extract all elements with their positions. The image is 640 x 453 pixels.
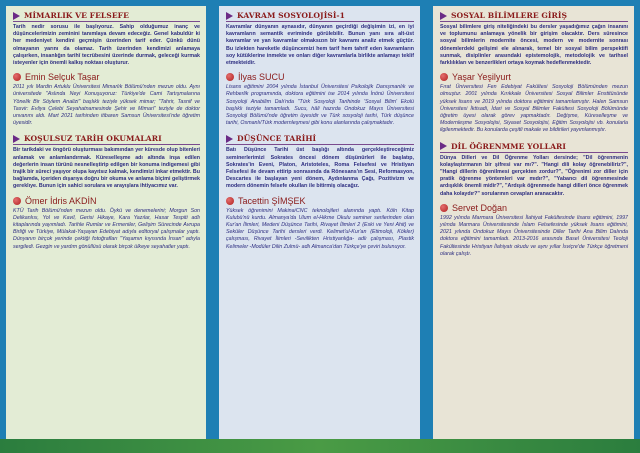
- section-title: KOŞULSUZ TARİH OKUMALARI: [24, 134, 162, 144]
- course-description: Tarih nedir sorusu ile başlıyoruz. Sahip olduğumuz inanç ve düşüncelerimizin zeminini tanımlaya devam edeceğiz. Genel kabuldür ki her medeniyet kendini geçmişin üzerinden tarif eder. Çünkü dünü olmayanın yarını da olamaz. Tarih üzerinden kendimizi anlamaya çalışırken, insanlığın tarihî tecrübesini üzerinde durmak, geleceği kurmak isteyenler için önemli kalkış noktası oluşturur.: [13, 24, 200, 67]
- course-description: Sosyal bilimlere giriş niteliğindeki bu dersler yaşadığımız çağın insanını ve toplumunu anlamaya yönelik bir girişim olacaktır. Ders süresince sosyal bilimlerin modernite öncesi, modern ve modernite sonrası dönemlerdeki gelişimi ele alınarak, temel bir sosyal bilim perspektifi sunmak, disiplinler arasındaki epistemolojik, metodolojik ve tarihsel farklılıkları ve benzerlikleri ortaya koymak hedeflenmektedir.: [440, 24, 628, 67]
- column-1: [6, 6, 206, 439]
- red-dot-icon: [226, 197, 234, 205]
- red-dot-icon: [226, 73, 234, 81]
- author-name: İlyas SUCU: [238, 72, 285, 83]
- section-title: DÜŞÜNCE TARİHİ: [237, 134, 317, 144]
- section-divider: [226, 21, 414, 22]
- course-description: Kavramlar dünyanın aynasıdır, dünyanın geçirdiği değişimin izi, en iyi kavramların semantik evriminde görülebilir. Bunun yanı sıra alt-üst kavramlar ve yan kavramlar olmaksızın bir kavramı analiz etmek güçtür. Bu izlekten hareketle düşüncemizi hem tarif hem tahrif eden kavramların soy kütüklerine inmekte ve onları diğer kavramlarla birlikte anlamayı teklif etmekteidir.: [226, 24, 414, 67]
- author-heading: [226, 72, 414, 82]
- triangle-bullet-icon: [226, 135, 233, 143]
- triangle-bullet-icon: [440, 12, 447, 20]
- red-dot-icon: [13, 73, 21, 81]
- author-heading: [13, 196, 200, 206]
- author-name: Servet Doğan: [452, 202, 508, 213]
- course-description: Bir tarikdaki ve öngörü oluşturması bakımından yer küresde olup bitenleri anlamak ve anlamlandırmak. Küreselleşme adı altında inşa edilen değerlerin insan türünü nesnelleştirip edilgen bir konuma indigemesi gibi trajik bir süreci yaşıyor olupa kayıtsız kalmak, kendimizi inkar etmektir. Bu bağlamda, içeriden dışarıya doğru bir okuma ve anlama biçimi geliştirmek gereklıye. Bunun için sahici sorulara ve arayışlara ihtiyacımız var.: [13, 147, 200, 190]
- triangle-bullet-icon: [440, 142, 447, 150]
- author-name: Yaşar Yeşilyurt: [452, 72, 511, 83]
- red-dot-icon: [13, 197, 21, 205]
- author-name: Ömer İdris AKDİN: [25, 195, 97, 206]
- course-description: Batı Düşünce Tarihi üst başlığı altında gerçekleştireceğimiz seminerlerimizi Sokrates öncesi dönem düşünürleri ile başlatıp, Sokrates'in Eveni, Platon, Aristoteles, Roma Felsefesi ve Hristiyan Felsefesi ile devam ettirip sonrasında da Rönesans'ın Sesi, Reformasyon, Descartes ile başlayan yeni dönem, Aydınlanma Çağı, Pozitivizm ve modern dönemin felsefe okulları ile bitirmiş olacağız.: [226, 147, 414, 190]
- section-title: DİL ÖĞRENMME YOLLARI: [451, 141, 566, 151]
- author-heading: [226, 196, 414, 206]
- author-bio: 1992 yılında Marmara Üniversitesi İlahiyat Fakültesinde lisans eğitimini, 1997 yılında Marmara Üniversitesinde İslam Felsefesinde yüksek lisans eğitimini, 2021 yılında Ondokuz Mayıs Üniversitesinde Diller Tarihi Ana Bilim Dalında doktora eğitimini tamamladı. 2013-2016 arasında Basel Üniversitesi Teoloji Fakültesinde Hristiyan İlahiyatı okudu ve aynı yıllar İsviçre'de Türkçe öğretmeni olarak çalıştı.: [440, 214, 628, 257]
- red-dot-icon: [440, 73, 448, 81]
- author-name: Emin Selçuk Taşar: [25, 72, 100, 83]
- red-dot-icon: [440, 204, 448, 212]
- author-heading: [13, 72, 200, 82]
- column-3: [433, 6, 634, 439]
- author-bio: Fırat Üniversitesi Fen Edebiyat Fakültesi Sosyoloji Bölümünden mezun olmuştur. 2001 yılında Kırıkkale Üniversitesi Sosyal Bilimler Enstitüsünde yüksek lisans ve 2019 yılında doktora eğitimini tamamlamıştır. Halen Samsun Üniversitesi İktisadi, İdari ve Sosyal Bilimler Fakültesi Sosyoloji Bölümünde öğretim üyesi olarak görev yapmaktadır. Değişme, Küreselleşme ve Modernleşme Sosyolojisi, Siyaset Sosyolojisi, Eğitim Sosyolojisi vb. konularla ilgilenmektedir. Bu konularda çeşitli makale ve bildirileri yayımlanmıştır.: [440, 84, 628, 134]
- section-title: SOSYAL BİLİMLERE GİRİŞ: [451, 11, 568, 20]
- section-divider: [440, 21, 628, 22]
- section-heading: [440, 142, 628, 151]
- author-bio: Lisans eğitimini 2004 yılında İstanbul Üniversitesi Psikolojik Danışmanlık ve Rehberlik programında, doktora eğitimini ise 2014 yılında İnönü Üniversitesi Sosyoloji Anabilim Dalı'nda "Türk Sosyoloji Tarihinde 'Sosyal Bilim' Ekolü başlıklı teziyle tamamladı. Sucu, hâli hazırda Ondokuz Mayıs Üniversitesi Sosyoloji Bölümü'nde öğretim üyesidir ve Türk sosyoloji tarihi, Türk düşünce tarihi, Osmanlı/Türk modernleşmesi gibi konu alanlarında çalışmaktadır.: [226, 84, 414, 127]
- section-divider: [226, 144, 414, 145]
- section-heading: [13, 11, 200, 20]
- section-title: KAVRAM SOSYOLOJİSİ-1: [237, 11, 345, 20]
- section-divider: [13, 144, 200, 145]
- author-heading: [440, 203, 628, 213]
- section-divider: [440, 152, 628, 153]
- triangle-bullet-icon: [13, 135, 20, 143]
- author-bio: Yüksek öğrenimini Makina/CNC teknolojileri alanında yaptı. Köln Kitap Kulubü'nü kurdu. Almanya'da Ulum el-Hikme Okulu seminer serilerinden olan Kur'an İlimleri, Medeni Düşünce Tarihi, Rivayet İlimleri 2 (Eski ve Yeni Ahit) ve Seküler Düşünce Tarihi dersleri verdi. Kelimet'ul-Kur'an (Etimoloji, Kökler) çalışması, Rivayet İlimleri -Sevilikten Hristiyanlığa- adlı çalışması, Plastik Kelimeler -Modüler Dilin Zulmü- adlı Almanca'dan Türkçe'ye çeviri bulunuyor.: [226, 207, 414, 250]
- author-bio: 2011 yılı Mardin Artuklu Üniversitesi Mimarlık Bölümü'nden mezun oldu. Aynı üniversitede "Aslında Neyi Konuşuyoruz: Türkiye'de Cami Tartışmalarına Yönelik Bir Söylem Analizi" başlıklı teziyle yüksek mimar; "Tahrir, Tasnif ve Tasvir: Evliya Çelebi Seyahatnamesinde Şehir ve Mimari" teziyle de doktor unvanını aldı. Mart 2021 tarihinden itibaren Samsun Üniversitesi'nde öğretim üyesidir.: [13, 84, 200, 127]
- section-heading: [226, 11, 414, 20]
- author-bio: KTÜ Tarih Bölümü'nden mezun oldu. Öykü ve denemelerini; Morgun Son Delikanlısı, Yol ve Kavil, Gerisi Hikaye, Kara Yazılar, Hasar Tespiti adlı kitaplarında yayımladı. Tarihle Rumlar ve Ermeniler, Gelişim Sürecinde Avrupa Birliği ve Türkiye, Mülakat-Yaşayan Edebiyat adıyla editoryal çalışmalar yaptı. Dünyanın birçok yerinde çektiği fotoğrafları "Yaşamın kıyısında İnsan" adıyla sergiledi. Gezgin ve yardım gönüllüsü olarak birçok ülkeye seyahatler yaptı.: [13, 207, 200, 250]
- course-description: Dünya Dilleri ve Dil Öğrenme Yolları dersinde; "Dil öğrenmenin kolaylaştırmanın bir şifresi var mı?". "Hangi dili kolay öğrenebiliriz?", "Hangi dillerin öğrenilmesi gerçekten zordur?", "Öğrenimi zor diller için pratik öğrenme yöntemleri var mıdır?", "Yabancı dil öğrenmesinde ardışıklık önemli midir?", "Ardışık öğrenmede hangi dilleri önce öğrenmek daha kolaydır?" sorularının cevapları aranacaktır.: [440, 154, 628, 197]
- section-divider: [13, 21, 200, 22]
- section-heading: [13, 134, 200, 143]
- column-2: [219, 6, 420, 439]
- triangle-bullet-icon: [13, 12, 20, 20]
- triangle-bullet-icon: [226, 12, 233, 20]
- bottom-band: [0, 439, 640, 453]
- author-name: Tacettin ŞİMŞEK: [238, 195, 306, 206]
- author-heading: [440, 72, 628, 82]
- section-title: MİMARLIK VE FELSEFE: [24, 11, 129, 20]
- section-heading: [440, 11, 628, 20]
- section-heading: [226, 134, 414, 143]
